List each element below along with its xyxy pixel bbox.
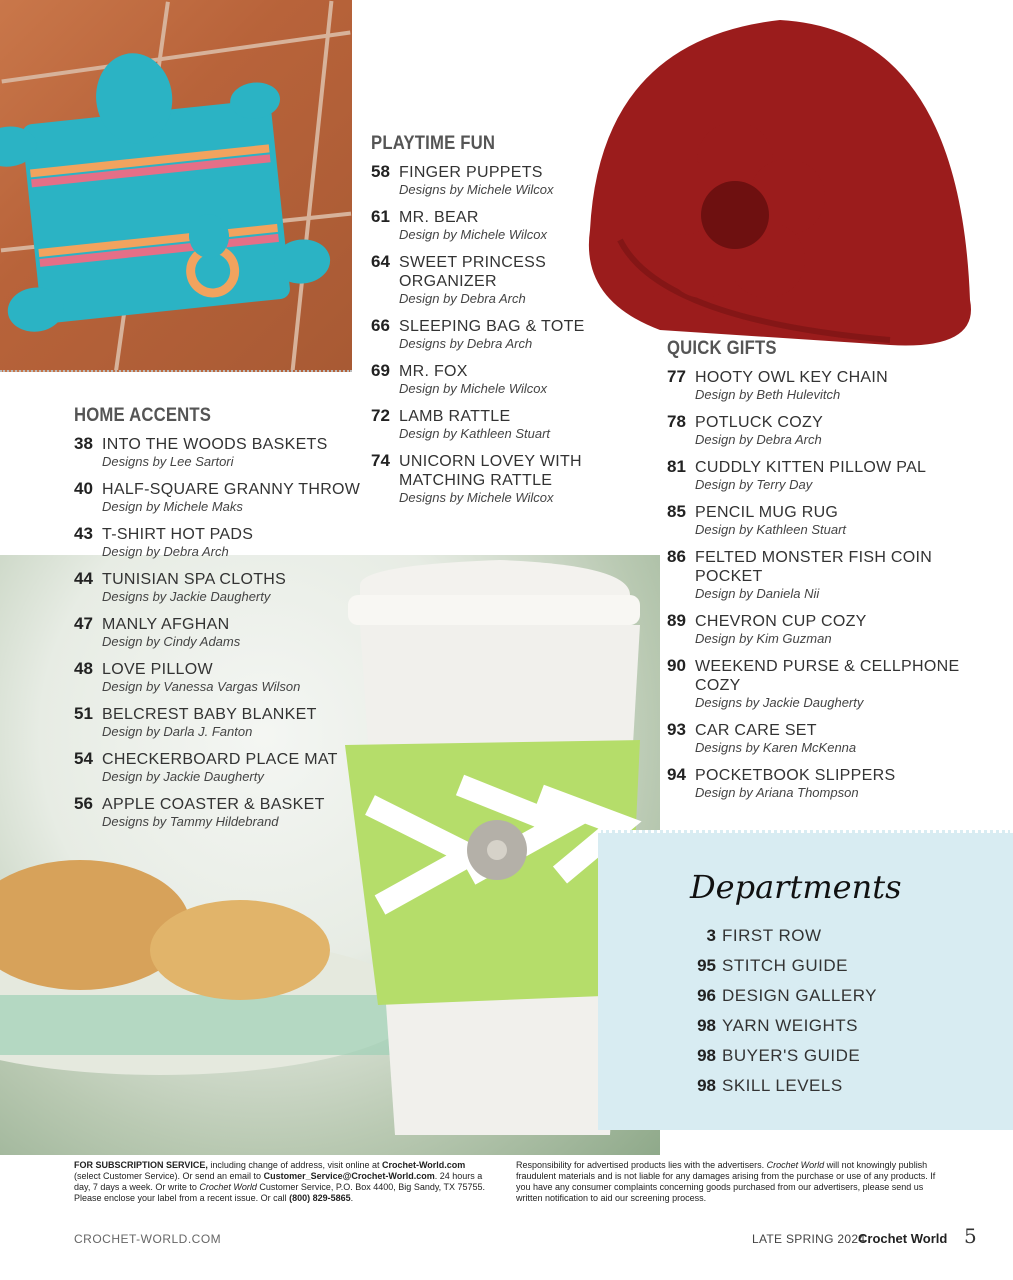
- red-hat-photo: [560, 0, 1010, 360]
- department-item: [690, 925, 990, 955]
- lovey-illustration: [0, 0, 352, 372]
- article-title: UNICORN LOVEY WITH MATCHING RATTLE: [399, 453, 582, 489]
- department-item: [690, 955, 990, 985]
- article-title: LAMB RATTLE: [399, 408, 511, 425]
- article-title: SLEEPING BAG & TOTE: [399, 318, 585, 335]
- toc-item: [667, 721, 967, 756]
- department-item: [690, 985, 990, 1015]
- article-title: POTLUCK COZY: [695, 414, 824, 431]
- section-quick-gifts: [667, 338, 967, 811]
- toc-item: [667, 612, 967, 647]
- section-heading: QUICK GIFTS: [667, 338, 777, 359]
- unicorn-lovey-photo: [0, 0, 352, 372]
- footer-magazine-name: Crochet World: [858, 1231, 948, 1246]
- page-number: 98: [697, 1046, 716, 1065]
- department-label: BUYER'S GUIDE: [722, 1046, 861, 1065]
- article-title: HOOTY OWL KEY CHAIN: [695, 369, 888, 386]
- toc-item: [667, 503, 967, 538]
- article-title: LOVE PILLOW: [102, 661, 213, 678]
- article-title: TUNISIAN SPA CLOTHS: [102, 571, 287, 588]
- toc-item: [74, 615, 374, 650]
- designer-credit: Design by Debra Arch: [102, 544, 229, 559]
- subscription-fine-print: [74, 1160, 494, 1204]
- page-number: 69: [371, 361, 390, 380]
- toc-item: [371, 452, 591, 506]
- toc-item: [667, 368, 967, 403]
- designer-credit: Design by Jackie Daugherty: [102, 769, 264, 784]
- article-title: POCKETBOOK SLIPPERS: [695, 767, 896, 784]
- article-title: HALF-SQUARE GRANNY THROW: [102, 481, 361, 498]
- fine-magazine: Crochet World: [199, 1182, 257, 1192]
- designer-credit: Designs by Michele Wilcox: [399, 490, 554, 505]
- article-title: WEEKEND PURSE & CELLPHONE COZY: [695, 658, 960, 694]
- page-number: 74: [371, 451, 390, 470]
- page-number: 89: [667, 611, 686, 630]
- article-title: CHEVRON CUP COZY: [695, 613, 867, 630]
- article-title: CAR CARE SET: [695, 722, 817, 739]
- fine-phone: (800) 829-5865: [289, 1193, 351, 1203]
- toc-item: [74, 705, 374, 740]
- department-label: YARN WEIGHTS: [722, 1016, 859, 1035]
- department-item: [690, 1015, 990, 1045]
- page-number: 61: [371, 207, 390, 226]
- toc-item: [667, 458, 967, 493]
- fine-magazine: Crochet World: [766, 1160, 825, 1170]
- page-number: 47: [74, 614, 93, 633]
- page-number: 94: [667, 765, 686, 784]
- department-label: DESIGN GALLERY: [722, 986, 878, 1005]
- toc-item: [74, 795, 374, 830]
- page-number: 3: [706, 926, 716, 945]
- toc-item: [371, 208, 591, 243]
- designer-credit: Design by Darla J. Fanton: [102, 724, 253, 739]
- page-number: 54: [74, 749, 93, 768]
- designer-credit: Design by Daniela Nii: [695, 586, 820, 601]
- toc-item: [371, 163, 591, 198]
- page-number: 44: [74, 569, 93, 588]
- section-home-accents: [74, 405, 374, 840]
- toc-item: [667, 766, 967, 801]
- toc-item: [74, 480, 374, 515]
- designer-credit: Design by Michele Wilcox: [399, 381, 547, 396]
- fine-lead: FOR SUBSCRIPTION SERVICE,: [74, 1160, 208, 1170]
- article-title: MR. FOX: [399, 363, 468, 380]
- designer-credit: Designs by Jackie Daugherty: [102, 589, 271, 604]
- toc-item: [74, 435, 374, 470]
- page-number: 77: [667, 367, 686, 386]
- page-number: 56: [74, 794, 93, 813]
- page-number: 66: [371, 316, 390, 335]
- page-number: 38: [74, 434, 93, 453]
- article-title: SWEET PRINCESS ORGANIZER: [399, 254, 547, 290]
- article-title: FINGER PUPPETS: [399, 164, 543, 181]
- page-number: 95: [697, 956, 716, 975]
- section-heading: HOME ACCENTS: [74, 405, 212, 426]
- toc-item: [667, 548, 967, 602]
- department-label: SKILL LEVELS: [722, 1076, 843, 1095]
- page-number: 78: [667, 412, 686, 431]
- designer-credit: Designs by Karen McKenna: [695, 740, 857, 755]
- page-number: 86: [667, 547, 686, 566]
- designer-credit: Designs by Lee Sartori: [102, 454, 234, 469]
- toc-list: [74, 435, 374, 830]
- page-number: 40: [74, 479, 93, 498]
- fine-text: . 24 hours a day, 7 days a week. Or write to: [74, 1171, 483, 1192]
- page-number: 48: [74, 659, 93, 678]
- article-title: CHECKERBOARD PLACE MAT: [102, 751, 338, 768]
- page-number: 96: [697, 986, 716, 1005]
- fine-text: .: [350, 1193, 354, 1203]
- footer-issue: LATE SPRING 2024: [752, 1232, 866, 1246]
- designer-credit: Design by Kim Guzman: [695, 631, 832, 646]
- fine-email: Customer_Service@Crochet-World.com: [263, 1171, 435, 1181]
- toc-item: [371, 407, 591, 442]
- page-number: 93: [667, 720, 686, 739]
- designer-credit: Design by Debra Arch: [695, 432, 822, 447]
- page-number: 85: [667, 502, 686, 521]
- toc-item: [371, 362, 591, 397]
- toc-item: [74, 570, 374, 605]
- page-number: 43: [74, 524, 93, 543]
- department-item: [690, 1045, 990, 1075]
- toc-item: [667, 657, 967, 711]
- article-title: T-SHIRT HOT PADS: [102, 526, 254, 543]
- toc-item: [371, 253, 591, 307]
- section-heading: PLAYTIME FUN: [371, 133, 496, 154]
- article-title: PENCIL MUG RUG: [695, 504, 839, 521]
- designer-credit: Design by Terry Day: [695, 477, 813, 492]
- article-title: MANLY AFGHAN: [102, 616, 230, 633]
- fine-text: Customer Service, P.O. Box 4400, Big Sandy, TX 75755. Please enclose your label from a recent issue. Or call: [74, 1182, 486, 1203]
- article-title: MR. BEAR: [399, 209, 479, 226]
- designer-credit: Design by Michele Maks: [102, 499, 243, 514]
- page-number: 72: [371, 406, 390, 425]
- toc-item: [74, 525, 374, 560]
- article-title: FELTED MONSTER FISH COIN POCKET: [695, 549, 933, 585]
- section-playtime-fun: [371, 133, 591, 516]
- toc-item: [667, 413, 967, 448]
- designer-credit: Designs by Tammy Hildebrand: [102, 814, 279, 829]
- designer-credit: Design by Kathleen Stuart: [695, 522, 847, 537]
- page-number: 64: [371, 252, 390, 271]
- designer-credit: Design by Cindy Adams: [102, 634, 241, 649]
- article-title: CUDDLY KITTEN PILLOW PAL: [695, 459, 927, 476]
- toc-item: [74, 660, 374, 695]
- toc-item: [74, 750, 374, 785]
- responsibility-fine-print: [516, 1160, 936, 1204]
- designer-credit: Design by Kathleen Stuart: [399, 426, 551, 441]
- page-number: 51: [74, 704, 93, 723]
- designer-credit: Design by Beth Hulevitch: [695, 387, 841, 402]
- department-label: FIRST ROW: [722, 926, 822, 945]
- fine-site: Crochet-World.com: [381, 1160, 466, 1170]
- article-title: INTO THE WOODS BASKETS: [102, 436, 328, 453]
- designer-credit: Design by Ariana Thompson: [695, 785, 859, 800]
- departments-title: Departments: [690, 868, 902, 906]
- departments-list: [690, 925, 990, 1105]
- toc-list: [667, 368, 967, 801]
- designer-credit: Designs by Jackie Daugherty: [695, 695, 864, 710]
- fine-text: including change of address, visit online at: [207, 1160, 382, 1170]
- page-number: 5: [964, 1224, 977, 1248]
- page-number: 58: [371, 162, 390, 181]
- fine-text: (select Customer Service). Or send an email to: [74, 1171, 264, 1181]
- department-label: STITCH GUIDE: [722, 956, 848, 975]
- page-number: 90: [667, 656, 686, 675]
- fine-text: Responsibility for advertised products lies with the advertisers.: [516, 1160, 767, 1170]
- page-number: 98: [697, 1016, 716, 1035]
- designer-credit: Designs by Debra Arch: [399, 336, 533, 351]
- page-number: 81: [667, 457, 686, 476]
- hat-illustration: [560, 0, 1010, 360]
- designer-credit: Design by Vanessa Vargas Wilson: [102, 679, 301, 694]
- toc-list: [371, 163, 591, 506]
- article-title: BELCREST BABY BLANKET: [102, 706, 317, 723]
- designer-credit: Design by Debra Arch: [399, 291, 526, 306]
- article-title: APPLE COASTER & BASKET: [102, 796, 325, 813]
- page-number: 98: [697, 1076, 716, 1095]
- department-item: [690, 1075, 990, 1105]
- fine-text: will not knowingly publish fraudulent materials and is not liable for any damages arising from the purchase or use of any products. If you have any consumer complaints concerning goods purchased from our advertisers, please send us written notification to aid our screening process.: [516, 1160, 936, 1203]
- footer-website: CROCHET-WORLD.COM: [74, 1232, 222, 1246]
- toc-item: [371, 317, 591, 352]
- designer-credit: Design by Michele Wilcox: [399, 227, 547, 242]
- designer-credit: Designs by Michele Wilcox: [399, 182, 554, 197]
